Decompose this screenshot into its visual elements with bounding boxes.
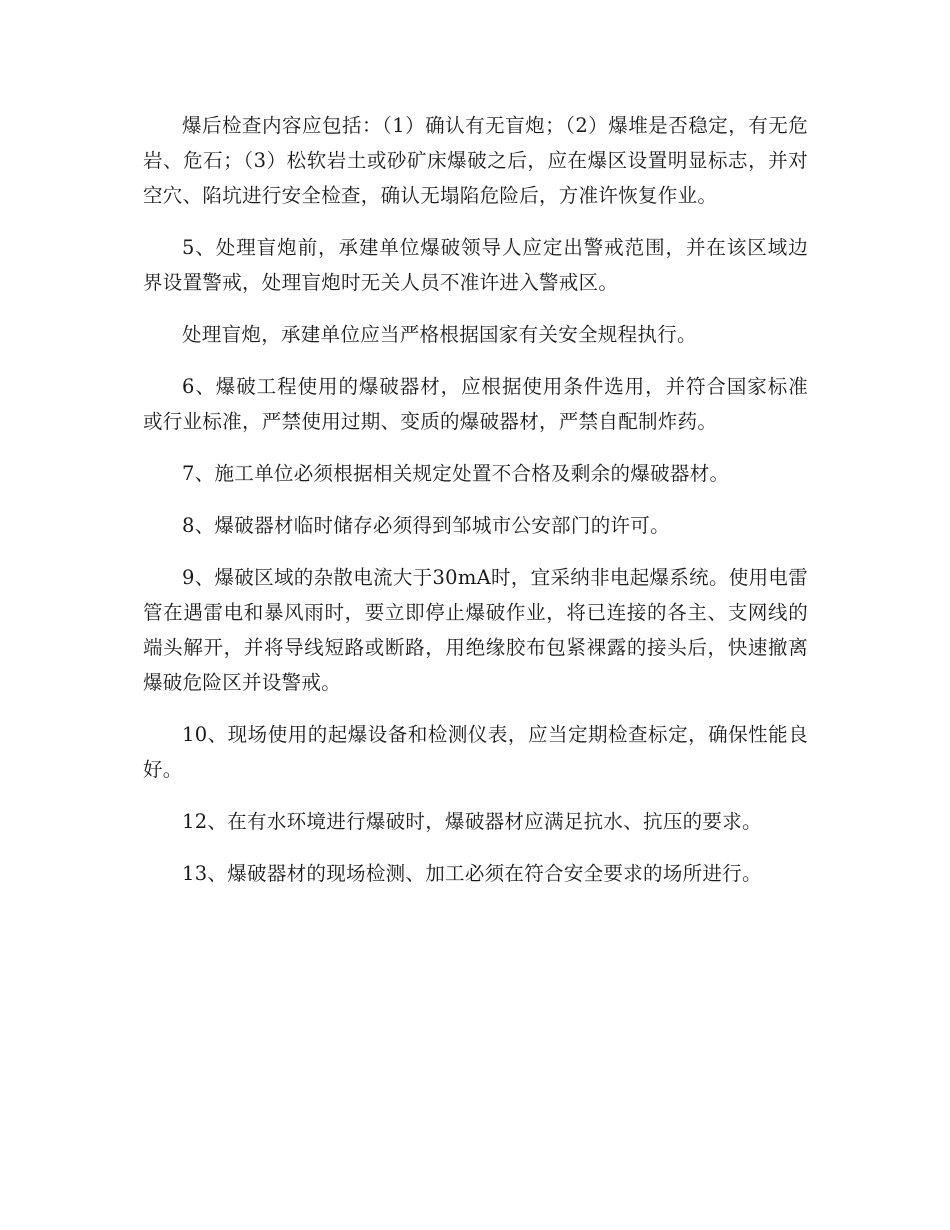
paragraph-item-9: 9、爆破区域的杂散电流大于30mA时，宜采纳非电起爆系统。使用电雷管在遇雷电和暴风雨时，要立即停止爆破作业，将已连接的各主、支网线的端头解开，并将导线短路或断路，用绝缘胶布包紧裸露的接头后，快速撤离爆破危险区并设警戒。: [143, 566, 808, 694]
paragraph-item-12: 12、在有水环境进行爆破时，爆破器材应满足抗水、抗压的要求。: [182, 810, 762, 833]
paragraph-item-5: 5、处理盲炮前，承建单位爆破领导人应定出警戒范围，并在该区域边界设置警戒，处理盲炮时无关人员不准许进入警戒区。: [143, 236, 808, 294]
paragraph-item-7: 7、施工单位必须根据相关规定处置不合格及剩余的爆破器材。: [182, 462, 730, 485]
paragraph-item-6: 6、爆破工程使用的爆破器材，应根据使用条件选用，并符合国家标准或行业标准，严禁使用过期、变质的爆破器材，严禁自配制炸药。: [143, 375, 808, 433]
paragraph-item-10: 10、现场使用的起爆设备和检测仪表，应当定期检查标定，确保性能良好。: [143, 723, 808, 781]
paragraph-item-8: 8、爆破器材临时储存必须得到邹城市公安部门的许可。: [182, 514, 670, 537]
document-body: [143, 108, 808, 908]
paragraph-post-blast-inspection: 爆后检查内容应包括：（1）确认有无盲炮；（2）爆堆是否稳定，有无危岩、危石；（3）松软岩土或砂矿床爆破之后，应在爆区设置明显标志，并对空穴、陷坑进行安全检查，确认无塌陷危险后，方准许恢复作业。: [143, 114, 808, 207]
paragraph-item-13: 13、爆破器材的现场检测、加工必须在符合安全要求的场所进行。: [182, 862, 762, 885]
paragraph-misfire-handling: 处理盲炮，承建单位应当严格根据国家有关安全规程执行。: [182, 323, 697, 346]
